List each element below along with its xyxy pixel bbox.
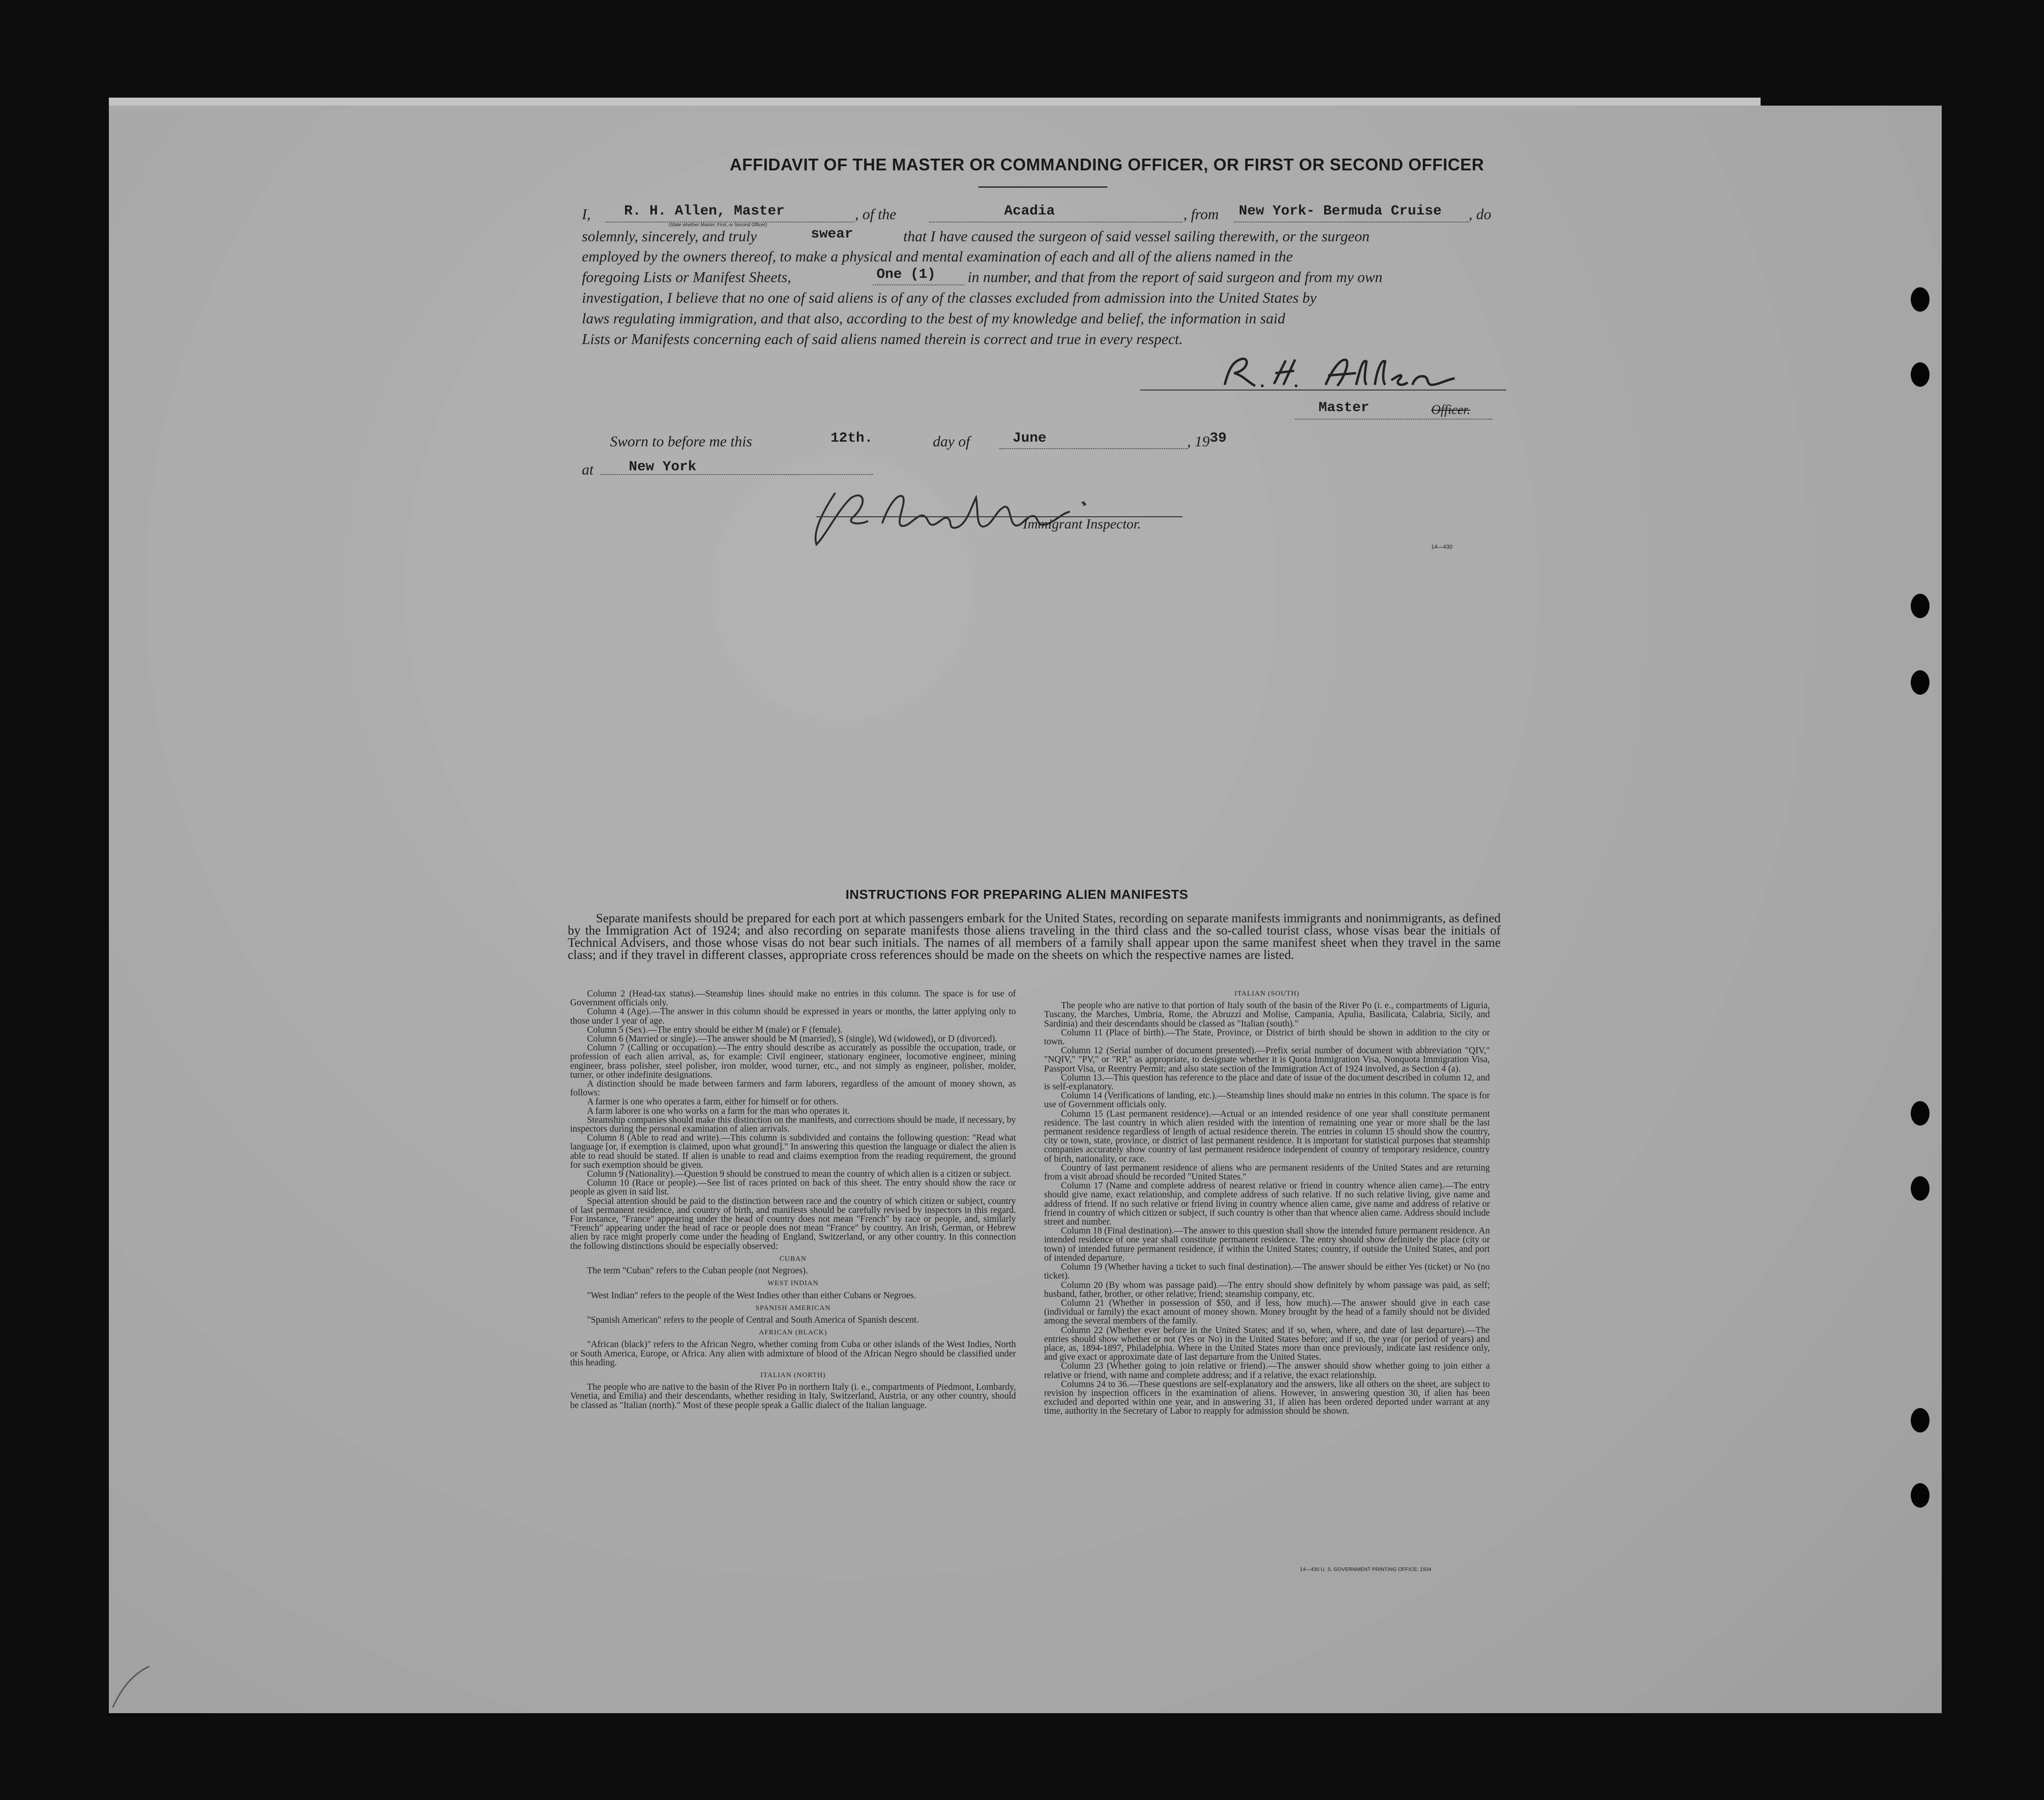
from-label: , from bbox=[1183, 206, 1219, 222]
count-line bbox=[873, 284, 964, 285]
at-place-line bbox=[601, 474, 873, 475]
right-para: Column 14 (Verifications of landing, etc.).—Steamship lines should make no entries in this column. The space is for use of Government officials only. bbox=[1044, 1091, 1490, 1110]
spanish-american-heading: SPANISH AMERICAN bbox=[755, 1304, 831, 1312]
right-para: Country of last permanent residence of aliens who are permanent residents of the United States and are returning from a visit abroad should be recorded "United States." bbox=[1044, 1163, 1490, 1182]
year-prefix: , 19 bbox=[1187, 433, 1210, 450]
left-para: Column 4 (Age).—The answer in this column should be expressed in years or months, the latter applying only to those under 1 year of age. bbox=[570, 1007, 1016, 1026]
right-para: Column 22 (Whether ever before in the United States; and if so, when, where, and date of last departure).—The entries should show whether or not (Yes or No) in the United States before; and if so, the year (or period of years) and place, as, 1894-1897, Philadelphia. Where in the United States more than once previously, indicate last residence only, and give exact or approximate date of last departure from the United States. bbox=[1044, 1325, 1490, 1363]
right-para: Column 20 (By whom was passage paid).—The entry should show definitely by whom passage was paid, as self; husband, father, brother, or other relative; friend; steamship company, etc. bbox=[1044, 1280, 1490, 1299]
affidavit-line4a: foregoing Lists or Manifest Sheets, bbox=[582, 268, 791, 285]
instructions-intro: Separate manifests should be prepared for each port at which passengers embark for the United States, recording on separate manifests immigrants and nonimmigrants, as defined by the Immigration Act of 1924; and also recording on separate manifests those aliens traveling in the third class and the so-called tourist class, whose visas bear the initials of Technical Advisers, and those whose visas do not bear such initials. The names of all members of a family shall appear upon the same manifest sheet when they travel in the same class; and if they travel in different classes, appropriate cross references should be made on the sheets on which the respective names are listed. bbox=[568, 911, 1501, 962]
struck-officer: Officer. bbox=[1431, 403, 1471, 417]
left-para: Column 2 (Head-tax status).—Steamship lines should make no entries in this column. The space is for use of Government officials only. bbox=[570, 989, 1016, 1008]
affidavit-line7: Lists or Manifests concerning each of said aliens named therein is correct and true in every respect. bbox=[582, 330, 1183, 347]
cuban-heading: CUBAN bbox=[779, 1255, 807, 1263]
left-para: A farmer is one who operates a farm, either for himself or for others. bbox=[587, 1097, 839, 1107]
west-indian-text: "West Indian" refers to the people of the West Indies other than either Cubans or Negroes. bbox=[587, 1290, 916, 1301]
sworn-month-value: June bbox=[1013, 430, 1047, 446]
left-para: Column 10 (Race or people).—See list of races printed on back of this sheet. The entry should show the race or people as given in said list. bbox=[570, 1178, 1016, 1197]
affidavit-line2b: that I have caused the surgeon of said vessel sailing therewith, or the surgeon bbox=[903, 228, 1370, 245]
binder-hole bbox=[1911, 1483, 1930, 1508]
day-of-label: day of bbox=[933, 433, 970, 450]
vessel-name-value: Acadia bbox=[1004, 203, 1055, 219]
right-para: Column 17 (Name and complete address of nearest relative or friend in country whence alien came).—The entry should give name, exact relationship, and complete address of such relative. If no such relative living, give name and address of friend. If no such relative or friend living in country whence alien came, give name and address of relative or friend in country of which citizen or subject, if such country is other than that whence alien came. Address should include street and number. bbox=[1044, 1181, 1490, 1227]
at-place-value: New York bbox=[629, 459, 697, 475]
affidavit-line2a: solemnly, sincerely, and truly bbox=[582, 228, 757, 245]
rank-line bbox=[1295, 419, 1492, 420]
right-para: Column 23 (Whether going to join relative or friend).—The answer should show whether going to join either a relative or friend, with name and complete address; and if a relative, the exact relationship. bbox=[1044, 1361, 1490, 1380]
right-para: Column 19 (Whether having a ticket to such final destination).—The answer should be either Yes (ticket) or No (no ticket). bbox=[1044, 1262, 1490, 1281]
alien-count-value: One (1) bbox=[877, 267, 936, 283]
right-para: Column 15 (Last permanent residence).—Actual or an intended residence of one year shall constitute permanent residence. The last country in which alien resided with the intention of remaining one year or more shall be the last permanent residence regardless of length of actual residence therein. The entries in column 15 should show the country, city or town, state, province, or district of last permanent residence. It is important for statistical purposes that steamship companies accurately show country of last permanent residence independent of country of temporary residence, country of birth, nationality, or race. bbox=[1044, 1109, 1490, 1164]
instructions-left-column bbox=[570, 989, 1016, 1410]
affidavit-line5: investigation, I believe that no one of said aliens is of any of the classes excluded from admission into the United States by bbox=[582, 289, 1317, 306]
left-para: Column 5 (Sex).—The entry should be either M (male) or F (female). bbox=[587, 1025, 843, 1035]
inspector-title: Immigrant Inspector. bbox=[1023, 516, 1141, 532]
binder-hole bbox=[1911, 1101, 1930, 1126]
left-para: Column 8 (Able to read and write).—This column is subdivided and contains the following question: "Read what language [or, if exemption is claimed, upon what ground]." In answering this question the language or dialect the alien is able to read should be stated. If alien is unable to read and claims exemption from the reading requirement, the ground for such exemption should be given. bbox=[570, 1133, 1016, 1170]
right-para: Columns 24 to 36.—These questions are self-explanatory and the answers, like all others on the sheet, are subject to revision by inspection officers in the examination of aliens. However, in answering question 30, if alien has been excluded and deported within one year, and in answering 31, if alien has been ordered deported under warrant at any time, authority in the Secretary of Labor to reapply for admission should be shown. bbox=[1044, 1379, 1490, 1417]
left-para: Column 9 (Nationality).—Question 9 should be construed to mean the country of which alien is a citizen or subject. bbox=[587, 1169, 1012, 1180]
right-para: Column 18 (Final destination).—The answer to this question shall show the intended future permanent residence. An intended residence of one year shall constitute permanent residence. The entry should show definitely the place (city or town) of intended future permanent residence, if within the United States; country, if outside the United States, and port of intended departure. bbox=[1044, 1226, 1490, 1263]
italian-south-heading: ITALIAN (SOUTH) bbox=[1234, 990, 1300, 997]
binder-hole bbox=[1911, 670, 1930, 695]
binder-hole bbox=[1911, 594, 1930, 618]
from-port-value: New York- Bermuda Cruise bbox=[1239, 203, 1442, 219]
master-signature-rule bbox=[1140, 390, 1506, 391]
affidavit-line6: laws regulating immigration, and that also, according to the best of my knowledge and belief, the information in said bbox=[582, 310, 1285, 327]
title-rule bbox=[978, 186, 1107, 188]
affidavit-line3: employed by the owners thereof, to make a physical and mental examination of each and all of the aliens named in the bbox=[582, 248, 1293, 265]
right-para: Column 21 (Whether in possession of $50, and if less, how much).—The answer should give in each case (individual or family) the exact amount of money shown. Money brought by the head of a family should not be divided among the several members of the family. bbox=[1044, 1298, 1490, 1326]
italian-north-heading: ITALIAN (NORTH) bbox=[760, 1371, 826, 1379]
right-para: The people who are native to that portion of Italy south of the basin of the River Po (i. e., compartments of Liguria, Tuscany, the Marches, Umbria, Rome, the Abruzzi and Molise, Campania, Apulia, Basilicata, Calabria, Sicily, and Sardinia) and their descendants should be classed as "Italian (south)." bbox=[1044, 1001, 1490, 1029]
cuban-text: The term "Cuban" refers to the Cuban people (not Negroes). bbox=[587, 1266, 808, 1276]
affidavit-line4b: in number, and that from the report of said surgeon and from my own bbox=[968, 268, 1383, 285]
sworn-label: Sworn to before me this bbox=[610, 433, 752, 450]
left-para: A farm laborer is one who works on a farm for the man who operates it. bbox=[587, 1106, 850, 1116]
form-number: 14—430 bbox=[1431, 544, 1453, 550]
at-label: at bbox=[582, 461, 594, 478]
instructions-title: INSTRUCTIONS FOR PREPARING ALIEN MANIFESTS bbox=[846, 887, 1189, 902]
left-para: Special attention should be paid to the distinction between race and the country of which citizen or subject, country of last permanent residence, and country of birth, and manifests should be carefully revised by inspectors in this regard. For instance, "France" appearing under the head of country does not mean "French" by race or people, and, similarly "French" appearing under the head of race or people does not mean "France" by country. An Irish, German, or Hebrew alien by race might properly come under the heading of England, Switzerland, or any other country. In this connection the following distinctions should be especially observed: bbox=[570, 1196, 1016, 1251]
spanish-american-text: "Spanish American" refers to the people of Central and South America of Spanish descent. bbox=[587, 1315, 919, 1325]
folded-corner bbox=[112, 1657, 154, 1708]
instructions-right-column bbox=[1044, 989, 1490, 1416]
right-para: Column 11 (Place of birth).—The State, Province, or District of birth should be shown in addition to the city or town. bbox=[1044, 1027, 1490, 1047]
left-para: A distinction should be made between farmers and farm laborers, regardless of the amount of money shown, as follows: bbox=[570, 1079, 1016, 1098]
master-signature bbox=[1215, 347, 1497, 399]
right-para: Column 12 (Serial number of document presented).—Prefix serial number of document with abbreviation "QIV," "NQIV," "PV," or "RP," as appropriate, to designate whether it is Quota Immigration Visa, Nonquota Immigration Visa, Passport Visa, or Reentry Permit; and also state section of the Immigration Act of 1924 involved, as Section 4 (a). bbox=[1044, 1046, 1490, 1074]
binder-hole bbox=[1911, 287, 1930, 312]
left-para: Column 7 (Calling or occupation).—The entry should describe as accurately as possible the occupation, trade, or profession of each alien arrival, as, for example: Civil engineer, stationary engineer, locomotive engineer, mining engineer, brass polisher, steel polisher, iron molder, wood turner, etc., and not simply as engineer, polisher, molder, turner, or other indefinite designations. bbox=[570, 1043, 1016, 1080]
right-para: Column 13.—This question has reference to the place and date of issue of the document described in column 12, and is self-explanatory. bbox=[1044, 1072, 1490, 1092]
year-suffix-value: 39 bbox=[1210, 430, 1227, 446]
binder-hole bbox=[1911, 1176, 1930, 1201]
master-name-value: R. H. Allen, Master bbox=[624, 203, 785, 219]
sworn-month-line bbox=[999, 448, 1187, 449]
left-para: Column 6 (Married or single).—The answer should be M (married), S (single), Wd (widowed), or D (divorced). bbox=[587, 1034, 998, 1044]
african-heading: AFRICAN (BLACK) bbox=[759, 1329, 827, 1337]
binder-hole bbox=[1911, 362, 1930, 387]
of-the-label: , of the bbox=[855, 206, 896, 222]
binder-hole bbox=[1911, 1408, 1930, 1432]
do-label: , do bbox=[1469, 206, 1491, 222]
african-text: "African (black)" refers to the African Negro, whether coming from Cuba or other islands of the West Indies, North or South America, Europe, or Africa. Any alien with admixture of blood of the African Negro should be classified under this heading. bbox=[570, 1340, 1016, 1368]
italian-north-text: The people who are native to the basin of the River Po in northern Italy (i. e., compartments of Piedmont, Lombardy, Venetia, and Emilia) and their descendants, whether residing in Italy, Switzerland, Austria, or any other country, should be classed as "Italian (north)." Most of these people speak a Gallic dialect of the Italian language. bbox=[570, 1382, 1016, 1410]
west-indian-heading: WEST INDIAN bbox=[767, 1279, 819, 1287]
officer-note: (State whether Master, First, or Second Officer) bbox=[669, 222, 767, 228]
affidavit-i: I, bbox=[582, 206, 591, 222]
rank-value: Master bbox=[1319, 400, 1370, 416]
swear-value: swear bbox=[811, 226, 854, 242]
affidavit-title: AFFIDAVIT OF THE MASTER OR COMMANDING OFFICER, OR FIRST OR SECOND OFFICER bbox=[730, 155, 1484, 174]
sworn-day-value: 12th. bbox=[831, 430, 873, 446]
left-para: Steamship companies should make this distinction on the manifests, and corrections should be made, if necessary, by inspectors during the personal examination of alien arrivals. bbox=[570, 1115, 1016, 1134]
printing-office-footer: 14—430 U. S. GOVERNMENT PRINTING OFFICE: 1934 bbox=[1300, 1567, 1432, 1572]
inspector-signature bbox=[807, 479, 1145, 549]
